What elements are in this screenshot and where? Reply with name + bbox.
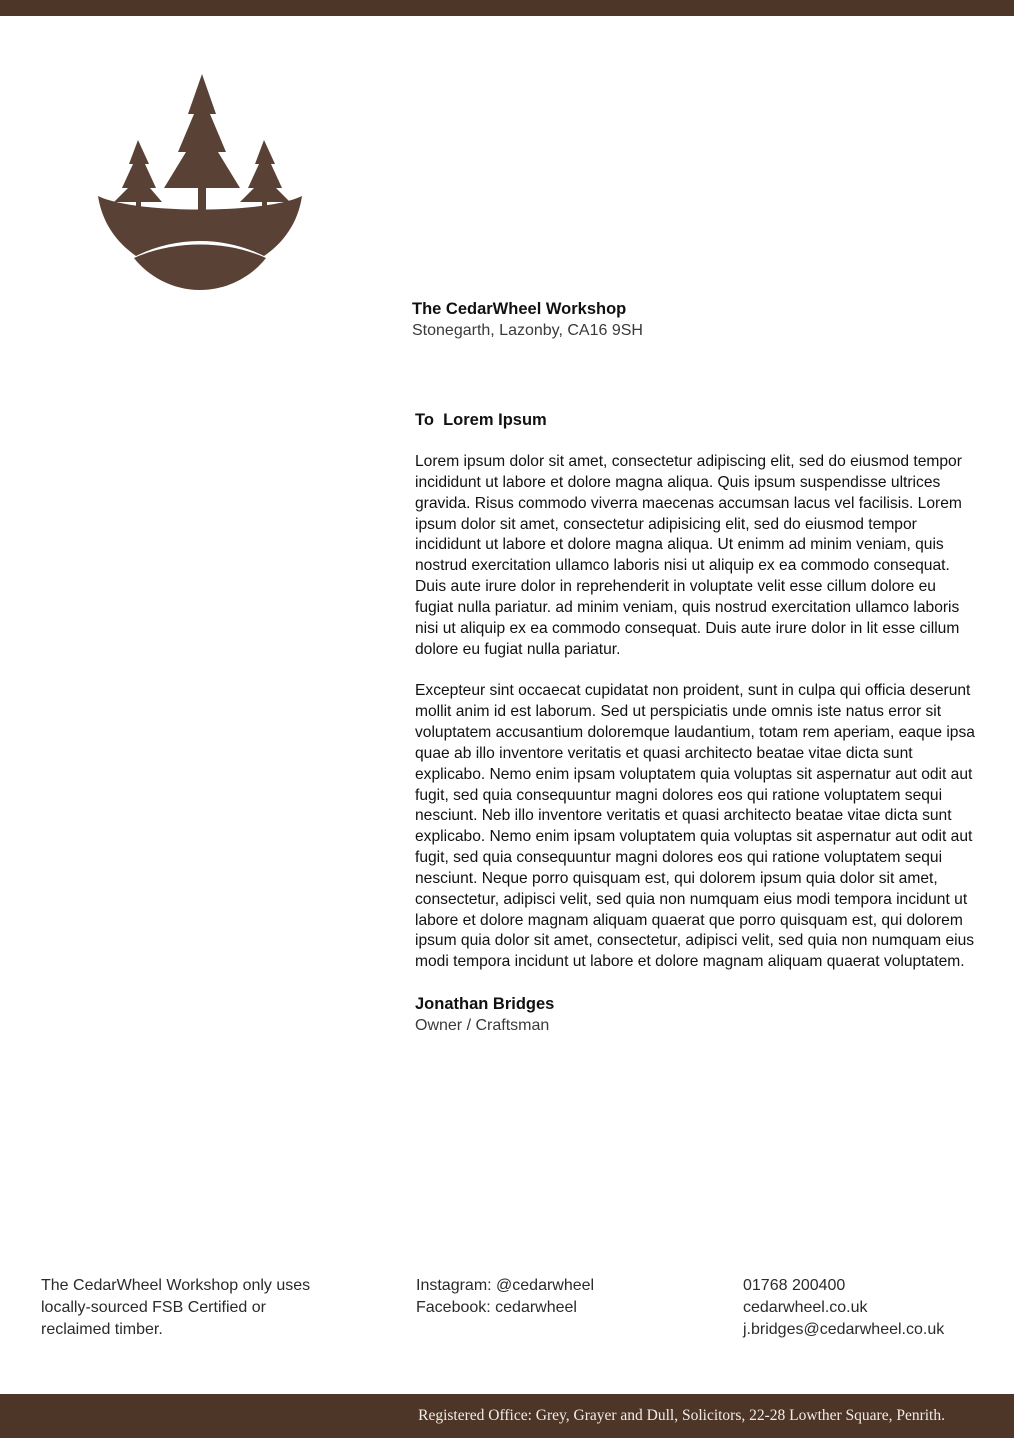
letter-paragraph: Excepteur sint occaecat cupidatat non proident, sunt in culpa qui officia deserunt mollit anim id est laborum. Sed ut perspiciatis unde omnis iste natus error sit voluptatem accusantium doloremque laudantium, totam rem aperiam, eaque ipsa quae ab illo inventore veritatis et quasi architecto beatae vitae dicta sunt explicabo. Nemo enim ipsam voluptatem quia voluptas sit aspernatur aut odit aut fugit, sed quia consequuntur magni dolores eos qui ratione voluptatem sequi nesciunt. Neb illo inventore veritatis et quasi architecto beatae vitae dicta sunt explicabo. Nemo enim ipsam voluptatem quia voluptas sit aspernatur aut odit aut fugit, sed quia consequuntur magni dolores eos qui ratione voluptatem sequi nesciunt. Neque porro quisquam est, qui dolorem ipsum quia dolor sit amet, consectetur, adipisci velit, sed quia non numquam eius modi tempora incidunt ut labore et dolore magnam aliquam quaerat que porro quisquam est, qui dolorem ipsum quia dolor sit amet, consectetur, adipisci velit, sed quia non numquam eius modi tempora incidunt ut labore et dolore magnam aliquam quaerat voluptatem. bbox=[415, 682, 975, 971]
letter-paragraph: Lorem ipsum dolor sit amet, consectetur adipiscing elit, sed do eiusmod tempor incididunt ut labore et dolore magna aliqua. Quis ipsum suspendisse ultrices gravida. Risus commodo viverra maecenas accumsan lacus vel facilisis. Lorem ipsum dolor sit amet, consectetur adipisicing elit, sed do eiusmod tempor incididunt ut labore et dolore magna aliqua. Ut enimm ad minim veniam, quis nostrud exercitation ullamco laboris nisi ut aliquip ex ea commodo consequat. Duis aute irure dolor in reprehenderit in voluptate velit esse cillum dolore eu fugiat nulla pariatur. ad minim veniam, quis nostrud exercitation ullamco laboris nisi ut aliquip ex ea commodo consequat. Duis aute irure dolor in lit esse cillum dolore eu fugiat nulla pariatur. bbox=[415, 453, 962, 658]
footer-contact bbox=[743, 1275, 1003, 1341]
instagram-handle: Instagram: @cedarwheel bbox=[416, 1277, 595, 1294]
registered-office: Registered Office: Grey, Grayer and Dull, Solicitors, 22-28 Lowther Square, Penrith. bbox=[418, 1407, 945, 1424]
sender-name: The CedarWheel Workshop bbox=[412, 300, 627, 318]
email-address: j.bridges@cedarwheel.co.uk bbox=[743, 1321, 945, 1338]
recipient-line: To Lorem Ipsum bbox=[415, 411, 547, 429]
signature-name: Jonathan Bridges bbox=[415, 994, 555, 1013]
phone-number: 01768 200400 bbox=[743, 1277, 846, 1294]
top-brand-bar bbox=[0, 0, 1014, 16]
sender-address: Stonegarth, Lazonby, CA16 9SH bbox=[412, 322, 643, 339]
footer-line: The CedarWheel Workshop only uses bbox=[41, 1277, 311, 1294]
footer-social bbox=[416, 1275, 676, 1319]
footer-line: reclaimed timber. bbox=[41, 1321, 163, 1338]
sender-block bbox=[412, 299, 972, 341]
footer-line: locally-sourced FSB Certified or bbox=[41, 1299, 266, 1316]
footer-sourcing-note bbox=[41, 1275, 341, 1341]
tree-bowl-logo-icon bbox=[94, 72, 306, 294]
bottom-brand-bar bbox=[0, 1394, 1014, 1438]
signature-title: Owner / Craftsman bbox=[415, 1016, 550, 1034]
facebook-handle: Facebook: cedarwheel bbox=[416, 1299, 577, 1316]
website: cedarwheel.co.uk bbox=[743, 1299, 868, 1316]
letter-body bbox=[415, 410, 975, 1036]
